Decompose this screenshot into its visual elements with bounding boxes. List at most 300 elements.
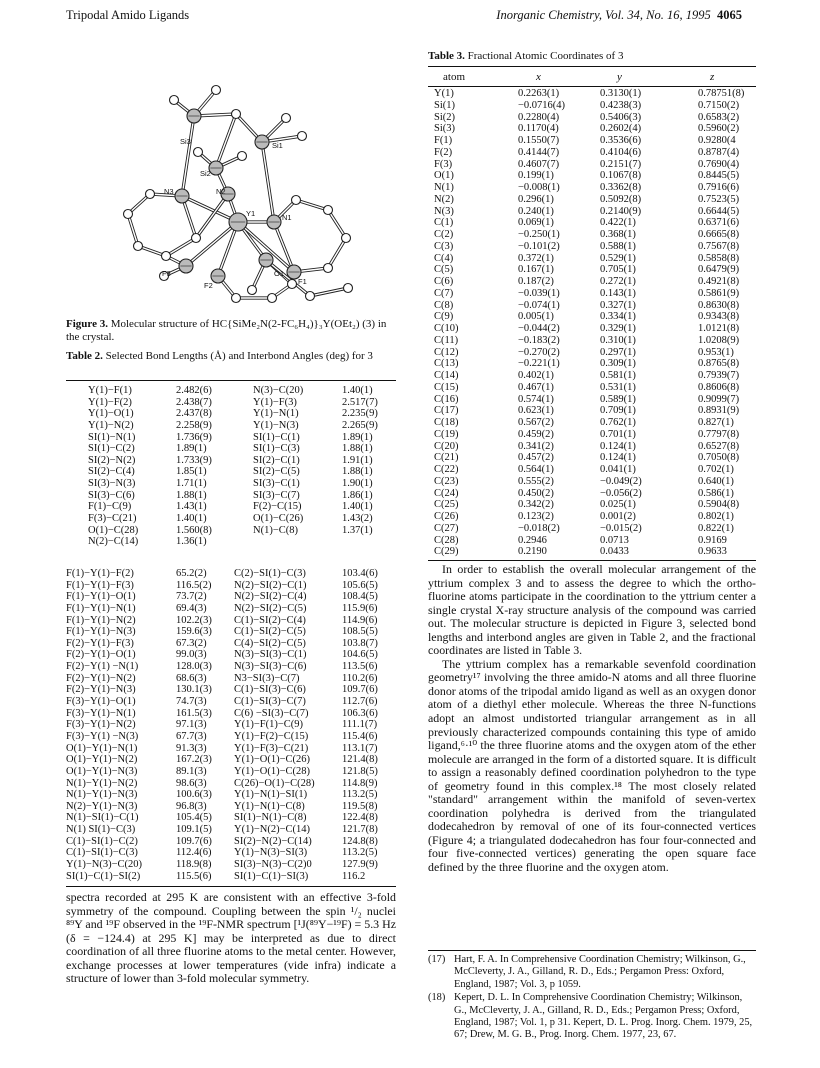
table2-cell-value: 97.1(3) xyxy=(176,719,207,731)
table2-row xyxy=(66,801,396,813)
table2-cell-value: 108.4(5) xyxy=(342,591,378,603)
table3-cell-z: 0.586(1) xyxy=(698,487,734,499)
table2-cell-value: 1.733(9) xyxy=(176,454,212,466)
atom-ellipsoid xyxy=(248,286,257,295)
table3-row xyxy=(428,206,756,218)
table2-row xyxy=(66,812,396,824)
table3-cell-z: 0.827(1) xyxy=(698,417,734,428)
table3-cell-y: 0.581(1) xyxy=(600,370,636,381)
table2-cell-value: 1.40(1) xyxy=(176,513,207,525)
table3-cell-y: 0.329(1) xyxy=(600,323,636,334)
table3-cell-x: 0.069(1) xyxy=(518,217,554,229)
table2-cell-label: C(2)−SI(1)−C(3) xyxy=(234,568,306,579)
table3-cell-atom: C(9) xyxy=(434,311,454,323)
table2-cell-label: N(2)−SI(2)−C(4) xyxy=(234,591,307,603)
table2-cell-label: Y(1)−N(1)−C(8) xyxy=(234,800,305,812)
table3-cell-z: 0.7690(4) xyxy=(698,158,740,170)
table2-cell-value: 102.2(3) xyxy=(176,614,212,626)
table2-cell-value: 110.2(6) xyxy=(342,672,378,684)
right-body-text xyxy=(428,563,756,875)
table2-cell-value: 113.1(7) xyxy=(342,742,378,754)
table2-cell-label: F(2)−Y(1)−N(2) xyxy=(66,672,136,684)
table3-cell-z: 0.78751(8) xyxy=(698,88,745,99)
table2-cell-value: 109.1(5) xyxy=(176,824,212,836)
table3-cell-z: 0.8630(8) xyxy=(698,299,740,311)
atom-ellipsoid xyxy=(324,206,333,215)
table2-cell-label: F(1)−Y(1)−F(2) xyxy=(66,568,134,579)
left-paragraph: spectra recorded at 295 K are consistent with an effective 3-fold symmetry of the compound. Coupling between the spin ¹/₂ nuclei ⁸⁹Y and ¹⁹F observed in the ¹⁹F-NMR spectrum [¹J(⁸⁹Y−¹⁹F) = 5.3 Hz (δ = −124.4) at 295 K] may be interpreted as due to direct coordination of all three fluorine atoms to the metal center. However, exchange processes at lower temperatures (vide infra) indicate a structure of lower than 3-fold molecular symmetry. xyxy=(66,890,396,986)
table3-row xyxy=(428,405,756,417)
table3-cell-z: 0.5858(8) xyxy=(698,252,740,264)
table2-cell-label: F(3)−C(21) xyxy=(88,513,137,525)
table3-cell-y: 0.334(1) xyxy=(600,311,636,323)
table2-cell-value: 121.8(5) xyxy=(342,765,378,777)
molecule-drawing xyxy=(66,44,396,312)
table2-row xyxy=(66,766,396,778)
table2-cell-value: 104.6(5) xyxy=(342,649,378,661)
table2-cell-value: 106.3(6) xyxy=(342,707,378,719)
table3-cell-atom: C(27) xyxy=(434,522,459,534)
table2-row xyxy=(66,626,396,638)
table2-cell-label: N(1)−Y(1)−N(2) xyxy=(66,777,138,789)
table2-cell-value: 2.235(9) xyxy=(342,408,378,420)
table2-cell-label: SI(3)−C(7) xyxy=(253,489,300,501)
table2-cell-label: SI(1)−C(3) xyxy=(253,443,300,455)
table3-cell-x: −0.018(2) xyxy=(518,522,560,534)
table3-cell-y: 0.327(1) xyxy=(600,299,636,311)
table3-cell-z: 0.9343(8) xyxy=(698,311,740,323)
table3-cell-atom: N(3) xyxy=(434,205,454,217)
table3-cell-atom: C(21) xyxy=(434,452,459,464)
atom-ellipsoid xyxy=(134,242,143,251)
table3-top-rule xyxy=(428,66,756,67)
table2-cell-label: C(4)−SI(2)−C(5) xyxy=(234,637,306,649)
table2-cell-label: F(2)−Y(1)−N(3) xyxy=(66,684,136,696)
table3-cell-x: 0.341(2) xyxy=(518,440,554,452)
table3-cell-atom: C(6) xyxy=(434,276,454,287)
table2-row xyxy=(66,455,396,467)
table3-cell-atom: C(23) xyxy=(434,475,459,487)
table3-cell-y: 0.310(1) xyxy=(600,334,636,346)
table3-cell-x: 0.567(2) xyxy=(518,417,554,428)
table2-cell-label: C(6) −SI(3)−C(7) xyxy=(234,707,309,719)
table3-cell-z: 0.6479(9) xyxy=(698,264,740,276)
table3-cell-atom: O(1) xyxy=(434,170,454,182)
table2-cell-label: SI(2)−C(4) xyxy=(88,466,135,478)
table2-cell-value: 1.86(1) xyxy=(342,489,373,501)
table3-row xyxy=(428,123,756,135)
table3-cell-x: 0.450(2) xyxy=(518,487,554,499)
table3-cell-x: −0.074(1) xyxy=(518,299,560,311)
atom-ellipsoid xyxy=(238,152,247,161)
table3-cell-x: 0.123(2) xyxy=(518,511,554,522)
table3-cell-y: −0.056(2) xyxy=(600,487,642,499)
table3-cell-y: 0.124(1) xyxy=(600,440,636,452)
table2-cell-label: N(2)−SI(2)−C(5) xyxy=(234,602,307,614)
figure-caption xyxy=(66,318,396,344)
table3-cell-atom: C(19) xyxy=(434,428,459,440)
table3-cell-x: 0.402(1) xyxy=(518,370,554,381)
table2-cell-value: 100.6(3) xyxy=(176,789,212,801)
table3-cell-x: 0.2280(4) xyxy=(518,111,560,123)
table2-cell-value: 109.7(6) xyxy=(342,684,378,696)
table2-cell-label: C(1)−SI(2)−C(5) xyxy=(234,626,306,638)
table3-cell-y: 0.368(1) xyxy=(600,229,636,240)
table3-cell-atom: C(4) xyxy=(434,252,454,264)
table2-cell-value: 115.5(6) xyxy=(176,870,212,882)
table2-cell-label: SI(3)−C(6) xyxy=(88,489,135,501)
table2-cell-label: C(1)−SI(1)−C(3) xyxy=(66,847,138,859)
table2-cell-label: F(2)−Y(1) −N(1) xyxy=(66,661,139,673)
table2-cell-label: Y(1)−N(3)−C(20) xyxy=(66,859,142,871)
table3-cell-atom: C(7) xyxy=(434,287,454,299)
bond-highlight xyxy=(262,142,274,222)
table2-cell-label: SI(1)−N(1) xyxy=(88,431,136,443)
table2-cell-label: C(1)−SI(2)−C(4) xyxy=(234,614,306,626)
table3-header-z: z xyxy=(710,71,715,83)
table3-cell-atom: F(3) xyxy=(434,158,453,170)
table2-cell-value: 116.2 xyxy=(342,870,366,882)
table3-cell-atom: C(11) xyxy=(434,334,459,346)
table3-cell-y: 0.4238(3) xyxy=(600,99,642,111)
table2-cell-value: 98.6(3) xyxy=(176,777,207,789)
table3-cell-x: 0.372(1) xyxy=(518,252,554,264)
table2-cell-label: Y(1)−O(1)−C(28) xyxy=(234,765,310,777)
table3-cell-y: 0.709(1) xyxy=(600,405,636,417)
table3-row xyxy=(428,370,756,382)
table2-row xyxy=(66,536,396,548)
table3-cell-x: 0.187(2) xyxy=(518,276,554,287)
table3-cell-y: 0.309(1) xyxy=(600,358,636,370)
atom-label: Si1 xyxy=(272,141,283,150)
table3-header-atom: atom xyxy=(443,71,465,83)
table2-cell-label: F(3)−Y(1)−N(1) xyxy=(66,707,136,719)
table3-cell-x: 0.1550(7) xyxy=(518,135,560,146)
table2-cell-label: F(1)−Y(1)−N(1) xyxy=(66,602,136,614)
table3-cell-atom: C(26) xyxy=(434,511,459,522)
table2-cell-label: SI(1)−C(1)−SI(2) xyxy=(66,870,141,882)
table3-cell-y: 0.5092(8) xyxy=(600,193,642,205)
atom-ellipsoid xyxy=(306,292,315,301)
table2-cell-value: 1.85(1) xyxy=(176,466,207,478)
table2-row xyxy=(66,638,396,650)
atom-label: N1 xyxy=(282,213,292,222)
table3-cell-atom: N(2) xyxy=(434,193,454,205)
table3-cell-atom: C(16) xyxy=(434,393,459,405)
atom-ellipsoid xyxy=(344,284,353,293)
table3-cell-z: 0.7939(7) xyxy=(698,370,740,381)
table3-cell-y: 0.589(1) xyxy=(600,393,636,405)
table3-cell-x: 0.005(1) xyxy=(518,311,554,323)
table3-cell-x: 0.623(1) xyxy=(518,405,554,417)
table3-row xyxy=(428,147,756,159)
table3-cell-atom: C(15) xyxy=(434,381,459,393)
table3-cell-z: 0.9099(7) xyxy=(698,393,740,405)
table2-cell-label: Y(1)−O(1)−C(26) xyxy=(234,754,310,766)
table3-row xyxy=(428,335,756,347)
table3-cell-z: 0.6644(5) xyxy=(698,205,740,217)
table3-row xyxy=(428,229,756,241)
table3-cell-x: 0.564(1) xyxy=(518,464,554,475)
table3-cell-z: 0.6527(8) xyxy=(698,440,740,452)
table3-cell-z: 0.702(1) xyxy=(698,464,734,475)
table2-cell-value: 1.43(2) xyxy=(342,513,373,525)
table3-cell-x: 0.1170(4) xyxy=(518,123,559,135)
table3-row xyxy=(428,511,756,523)
table2-cell-value: 121.7(8) xyxy=(342,824,378,836)
table3-cell-y: 0.3536(6) xyxy=(600,135,642,146)
table3-cell-x: 0.296(1) xyxy=(518,193,554,205)
table2-cell-value: 74.7(3) xyxy=(176,696,207,708)
table3-cell-atom: C(13) xyxy=(434,358,459,370)
table2-row xyxy=(66,525,396,537)
table2-cell-value: 1.88(1) xyxy=(176,489,207,501)
table3-cell-atom: C(20) xyxy=(434,440,459,452)
table3-cell-x: 0.457(2) xyxy=(518,452,554,464)
table3-row xyxy=(428,159,756,171)
table3-cell-y: 0.529(1) xyxy=(600,252,636,264)
table2-cell-label: Y(1)−N(1)−SI(1) xyxy=(234,789,308,801)
table3-cell-y: 0.705(1) xyxy=(600,264,636,276)
table2-cell-value: 121.4(8) xyxy=(342,754,378,766)
table2-row xyxy=(66,649,396,661)
table3-row xyxy=(428,429,756,441)
table3-cell-y: 0.1067(8) xyxy=(600,170,642,182)
table3-cell-x: 0.467(1) xyxy=(518,381,554,393)
table2-cell-label: F(2)−C(15) xyxy=(253,501,302,513)
table3-cell-y: 0.2602(4) xyxy=(600,123,642,135)
table2-cell-label: Y(1)−N(3) xyxy=(253,419,299,431)
table3-row xyxy=(428,288,756,300)
table3-cell-y: 0.5406(3) xyxy=(600,111,642,123)
table3-row xyxy=(428,523,756,535)
table3-header-rule xyxy=(428,86,756,87)
table3-bottom-rule xyxy=(428,560,756,561)
table2-cell-label: F(1)−C(9) xyxy=(88,501,132,513)
table2-cell-label: N(2)−C(14) xyxy=(88,536,139,548)
table2-cell-value: 1.40(1) xyxy=(342,385,373,396)
atom-label: N2 xyxy=(216,187,226,196)
table3-cell-y: −0.049(2) xyxy=(600,475,642,487)
atom-ellipsoid xyxy=(298,132,307,141)
table2-cell-value: 108.5(5) xyxy=(342,626,378,638)
table3-row xyxy=(428,452,756,464)
table3-caption-label: Table 3. xyxy=(428,50,465,62)
atom-label: N3 xyxy=(164,187,174,196)
right-paragraph-1: In order to establish the overall molecular arrangement of the yttrium complex 3 and to assess the degree to which the ortho-fluorine atoms participate in the coordination to the yttrium center a single crystal X-ray structure analysis of the compound was carried out. The molecular structure is depicted in Figure 3, selected bond lengths and interbond angles are given in Table 2, and the fractional coordinates are listed in Table 3. xyxy=(428,562,756,658)
table2-row xyxy=(66,385,396,397)
table3-cell-atom: F(2) xyxy=(434,146,453,158)
table3-cell-x: 0.4607(7) xyxy=(518,158,560,170)
table2-cell-value: 2.437(8) xyxy=(176,408,212,420)
atom-ellipsoid xyxy=(194,148,203,157)
table3-row xyxy=(428,300,756,312)
table2-cell-label: Y(1)−F(1) xyxy=(88,385,132,396)
table2-cell-value: 99.0(3) xyxy=(176,649,207,661)
table3-cell-atom: C(14) xyxy=(434,370,459,381)
table2-cell-value: 2.438(7) xyxy=(176,396,212,408)
table2-cell-label: SI(3)−C(1) xyxy=(253,478,300,490)
table2-cell-value: 1.71(1) xyxy=(176,478,207,490)
table2-cell-label: Y(1)−F(1)−C(9) xyxy=(234,719,303,731)
table3-cell-x: −0.039(1) xyxy=(518,287,560,299)
table2-cell-value: 65.2(2) xyxy=(176,568,207,579)
table2-cell-value: 103.8(7) xyxy=(342,637,378,649)
reference-text: Hart, F. A. In Comprehensive Coordination Chemistry; Wilkinson, G., McCleverty, J. A., Gilland, R. D., Eds.; Pergamon Press: Oxford, England, 1987; Vol. 3, p 1059. xyxy=(454,954,746,990)
table2-cell-value: 96.8(3) xyxy=(176,800,207,812)
figure-caption-text: Molecular structure of HC{SiMe₂N(2-FC₆H₄)}₃Y(OEt₂) (3) in the crystal. xyxy=(66,318,387,343)
table3-row xyxy=(428,135,756,147)
table2-cell-label: O(1)−Y(1)−N(2) xyxy=(66,754,138,766)
table2-cell-label: C(1)−SI(3)−C(6) xyxy=(234,684,306,696)
table2-row xyxy=(66,580,396,592)
table2-cell-value: 159.6(3) xyxy=(176,626,212,638)
table2-row xyxy=(66,859,396,871)
table2-cell-value: 130.1(3) xyxy=(176,684,212,696)
table3-cell-atom: C(8) xyxy=(434,299,454,311)
table3-cell-y: 0.2151(7) xyxy=(600,158,642,170)
table2-cell-value: 1.88(1) xyxy=(342,443,373,455)
table3-cell-atom: C(18) xyxy=(434,417,459,428)
table3-cell-z: 0.6665(8) xyxy=(698,229,740,240)
table3-row xyxy=(428,100,756,112)
table2-cell-label: SI(1)−C(2) xyxy=(88,443,135,455)
table2-cell-label: SI(3)−N(3) xyxy=(88,478,136,490)
table2-cell-label: F(3)−Y(1)−N(2) xyxy=(66,719,136,731)
table3-cell-y: 0.0713 xyxy=(600,534,629,546)
table2-caption xyxy=(66,350,396,363)
references xyxy=(428,954,756,1043)
table3-cell-atom: C(17) xyxy=(434,405,459,417)
table3-cell-y: 0.041(1) xyxy=(600,464,636,475)
table3-cell-x: −0.221(1) xyxy=(518,358,560,370)
table3-row xyxy=(428,464,756,476)
table2-cell-value: 2.517(7) xyxy=(342,396,378,408)
table3-cell-y: 0.762(1) xyxy=(600,417,636,428)
table3-cell-atom: Si(2) xyxy=(434,111,455,123)
table3-cell-atom: F(1) xyxy=(434,135,453,146)
table3-cell-atom: C(10) xyxy=(434,323,459,334)
table3-cell-x: 0.2190 xyxy=(518,546,547,558)
table2-cell-value: 114.9(6) xyxy=(342,614,378,626)
table2-cell-value: 161.5(3) xyxy=(176,707,212,719)
table2-cell-value: 112.4(6) xyxy=(176,847,212,859)
atom-ellipsoid xyxy=(170,96,179,105)
table3-cell-z: 0.802(1) xyxy=(698,511,734,522)
table3-cell-atom: C(2) xyxy=(434,229,454,240)
table3-row xyxy=(428,194,756,206)
table2-cell-value: 1.43(1) xyxy=(176,501,207,513)
table3-caption-text: Fractional Atomic Coordinates of 3 xyxy=(464,50,624,62)
table3-cell-y: 0.531(1) xyxy=(600,381,636,393)
table2-row xyxy=(66,836,396,848)
table2-cell-value: 111.1(7) xyxy=(342,719,378,731)
table2-cell-value: 91.3(3) xyxy=(176,742,207,754)
table3-cell-y: 0.0433 xyxy=(600,546,629,558)
table2-cell-label: SI(1)−C(1)−SI(3) xyxy=(234,870,309,882)
table2-cell-label: Y(1)−N(1) xyxy=(253,408,299,420)
table2-cell-value: 73.7(2) xyxy=(176,591,207,603)
table3-cell-atom: N(1) xyxy=(434,182,454,193)
table2-cell-label: F(2)−Y(1)−F(3) xyxy=(66,637,134,649)
table2-cell-label: N(3)−SI(3)−C(6) xyxy=(234,661,307,673)
bond-highlight xyxy=(182,116,194,196)
table3-cell-z: 0.8931(9) xyxy=(698,405,740,417)
table2-cell-label: SI(3)−N(3)−C(2)0 xyxy=(234,859,312,871)
table3-cell-x: −0.101(2) xyxy=(518,240,560,252)
table3-row xyxy=(428,112,756,124)
table3-row xyxy=(428,276,756,288)
atom-label: F1 xyxy=(298,277,307,286)
table2-row xyxy=(66,824,396,836)
table2-cell-label: N3−SI(3)−C(7) xyxy=(234,672,300,684)
table2-cell-label: O(1)−Y(1)−N(3) xyxy=(66,765,138,777)
table2-cell-label: Y(1)−N(2)−C(14) xyxy=(234,824,310,836)
atom-label: F3 xyxy=(162,269,171,278)
table3-cell-y: 0.3130(1) xyxy=(600,88,642,99)
table3-row xyxy=(428,323,756,335)
table2-cell-label: F(3)−Y(1) −N(3) xyxy=(66,730,139,742)
table2-cell-value: 2.265(9) xyxy=(342,419,378,431)
table3-cell-x: 0.240(1) xyxy=(518,205,554,217)
table2-cell-value: 118.9(8) xyxy=(176,859,212,871)
table3-row xyxy=(428,311,756,323)
table2-cell-value: 113.2(5) xyxy=(342,847,378,859)
table3-body xyxy=(428,88,756,558)
table3-cell-x: −0.008(1) xyxy=(518,182,560,193)
table3-cell-y: −0.015(2) xyxy=(600,522,642,534)
table2-row xyxy=(66,432,396,444)
atom-ellipsoid xyxy=(146,190,155,199)
reference-entry xyxy=(428,992,756,1042)
table3-header-x: x xyxy=(536,71,541,83)
table3-row xyxy=(428,170,756,182)
table3-row xyxy=(428,546,756,558)
table3-cell-y: 0.3362(8) xyxy=(600,182,642,193)
table2-cell-label: N(2)−SI(2)−C(1) xyxy=(234,579,307,591)
table3-cell-atom: C(24) xyxy=(434,487,459,499)
atom-label: Si2 xyxy=(200,169,211,178)
table2-row xyxy=(66,490,396,502)
reference-number: (17) xyxy=(428,954,446,965)
table2-cell-label: Y(1)−F(3)−C(21) xyxy=(234,742,309,754)
table3-cell-z: 0.6371(6) xyxy=(698,217,740,229)
atom-ellipsoid xyxy=(124,210,133,219)
table2-cell-label: N(2)−Y(1)−N(3) xyxy=(66,800,138,812)
table3-cell-y: 0.124(1) xyxy=(600,452,636,464)
table2-cell-label: N(3)−C(20) xyxy=(253,385,304,396)
table3-cell-x: 0.167(1) xyxy=(518,264,554,276)
table3-cell-z: 1.0208(9) xyxy=(698,334,740,346)
table3-cell-atom: C(12) xyxy=(434,346,459,358)
table2-row xyxy=(66,743,396,755)
atom-ellipsoid xyxy=(292,196,301,205)
table2-cell-label: F(3)−Y(1)−O(1) xyxy=(66,696,136,708)
table3-cell-x: 0.574(1) xyxy=(518,393,554,405)
table3-cell-z: 0.9633 xyxy=(698,546,727,558)
table2-cell-value: 124.8(8) xyxy=(342,835,378,847)
table2-cell-value: 89.1(3) xyxy=(176,765,207,777)
table3-cell-y: 0.025(1) xyxy=(600,499,636,511)
bond-highlight xyxy=(328,238,346,268)
table2-cell-value: 1.40(1) xyxy=(342,501,373,513)
table2-cell-label: C(1)−SI(1)−C(2) xyxy=(66,835,138,847)
table3-cell-z: 0.9280(4 xyxy=(698,135,736,146)
table3-cell-atom: C(28) xyxy=(434,534,459,546)
table3-cell-atom: C(5) xyxy=(434,264,454,276)
references-rule xyxy=(428,950,756,951)
table2-cell-label: O(1)−C(28) xyxy=(88,524,139,536)
